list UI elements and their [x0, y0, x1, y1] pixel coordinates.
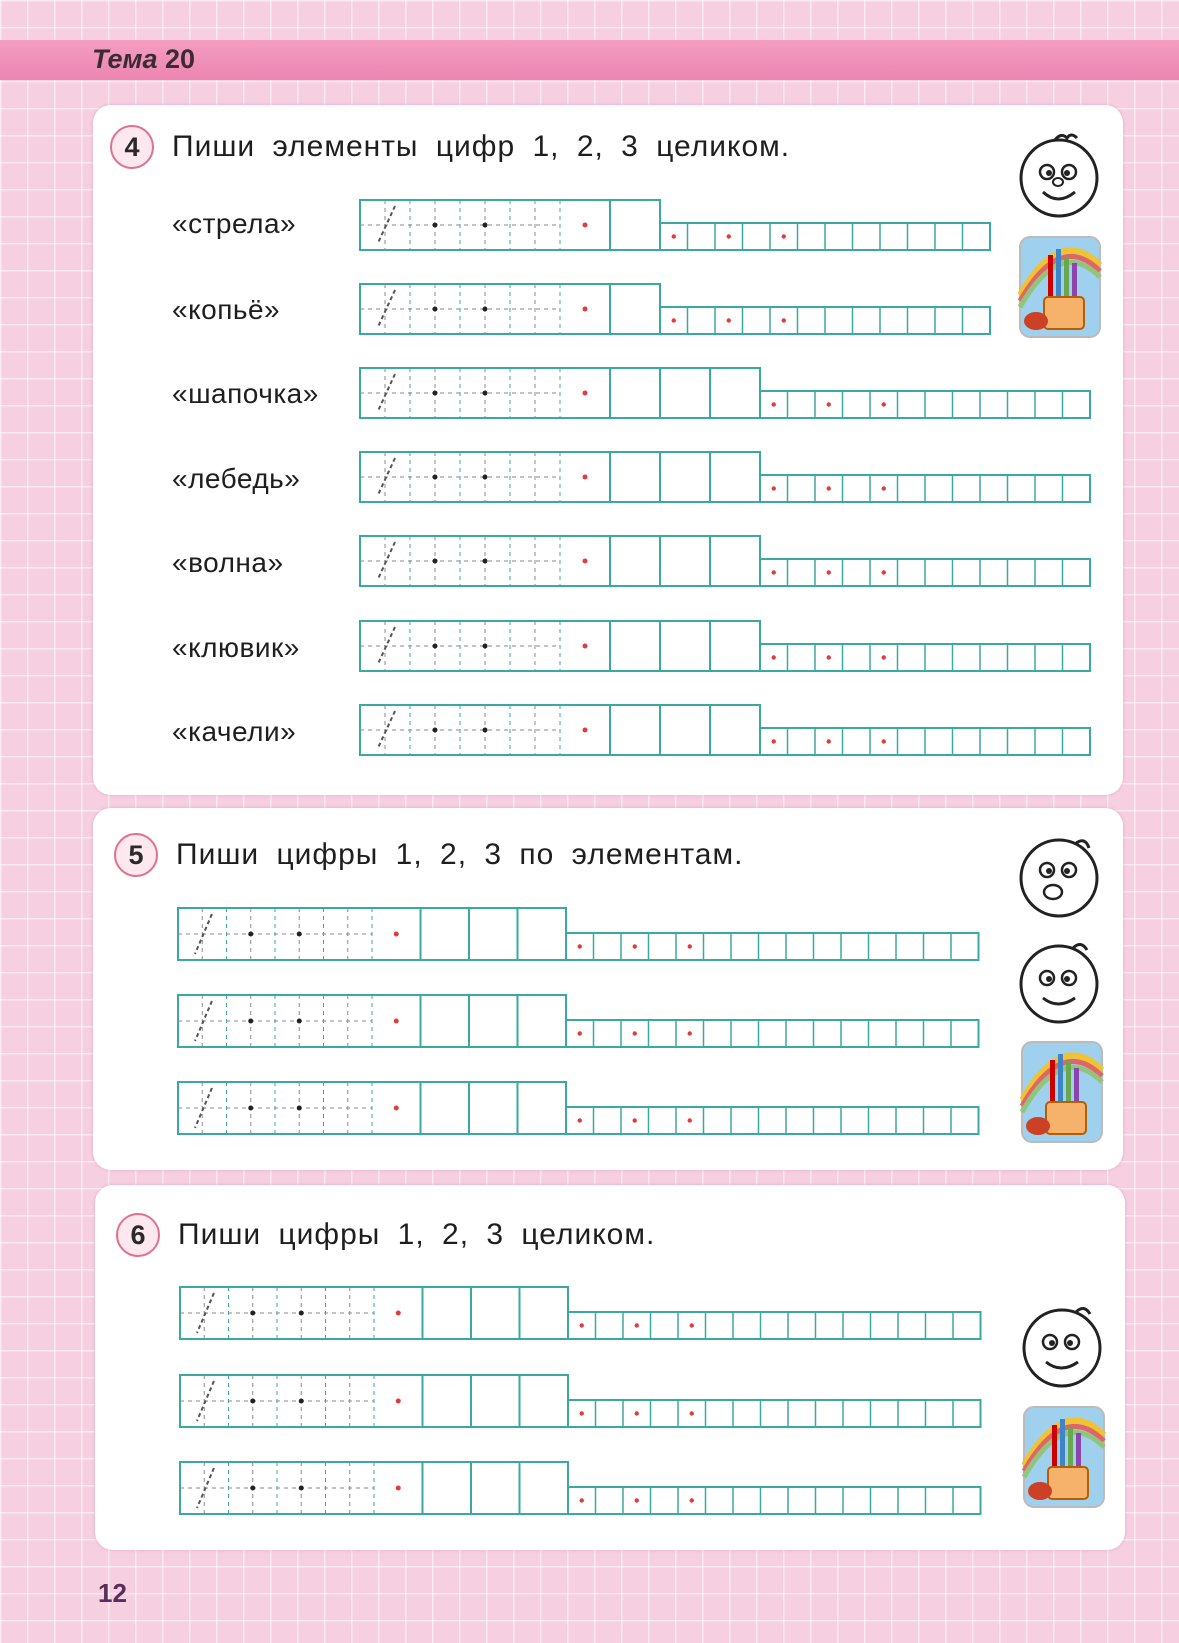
guide-dot — [580, 1411, 584, 1415]
ex4-row-label-shapochka: «шапочка» — [172, 378, 319, 409]
guide-dot — [782, 318, 786, 322]
guide-dot — [772, 570, 776, 574]
pencil-cup-icon — [1018, 235, 1102, 339]
guide-dot — [483, 223, 488, 228]
exercise-6-number: 6 — [116, 1213, 160, 1257]
guide-dot — [250, 1399, 255, 1404]
ex4-row-label-klyuvik: «клювик» — [172, 632, 300, 663]
guide-dot — [690, 1498, 694, 1502]
guide-dot — [772, 739, 776, 743]
guide-dot — [433, 559, 438, 564]
exercise-4-number: 4 — [110, 125, 154, 169]
guide-dot — [580, 1323, 584, 1327]
guide-dot — [433, 644, 438, 649]
guide-dot — [483, 728, 488, 733]
smiley-face-icon — [1015, 936, 1105, 1026]
guide-dot — [727, 318, 731, 322]
smiley-face-icon — [1018, 1300, 1108, 1390]
guide-dot — [633, 1118, 637, 1122]
guide-dot — [483, 391, 488, 396]
guide-dot — [882, 655, 886, 659]
exercise-5-number: 5 — [114, 833, 158, 877]
guide-dot — [827, 655, 831, 659]
guide-dot — [394, 932, 399, 937]
guide-dot — [483, 644, 488, 649]
guide-dot — [578, 1118, 582, 1122]
ex4-row-label-kopyo: «копьё» — [172, 294, 281, 325]
guide-dot — [882, 739, 886, 743]
topic-word: Тема — [92, 44, 158, 74]
guide-dot — [772, 655, 776, 659]
guide-dot — [688, 1031, 692, 1035]
small-grid — [566, 1020, 979, 1047]
guide-dot — [583, 391, 588, 396]
guide-dot — [727, 234, 731, 238]
guide-dot — [433, 475, 438, 480]
pencil-cup-icon — [1022, 1405, 1106, 1509]
guide-dot — [827, 486, 831, 490]
guide-dot — [672, 318, 676, 322]
guide-dot — [578, 1031, 582, 1035]
guide-dot — [690, 1323, 694, 1327]
guide-dot — [633, 1031, 637, 1035]
guide-dot — [299, 1486, 304, 1491]
guide-dot — [396, 1399, 401, 1404]
smiley-face-icon — [1015, 130, 1105, 220]
guide-dot — [772, 486, 776, 490]
guide-dot — [882, 402, 886, 406]
guide-dot — [578, 944, 582, 948]
guide-dot — [672, 234, 676, 238]
guide-dot — [483, 307, 488, 312]
guide-dot — [772, 402, 776, 406]
guide-dot — [882, 570, 886, 574]
guide-dot — [583, 644, 588, 649]
exercise-6-title: Пиши цифры 1, 2, 3 целиком. — [178, 1218, 656, 1251]
small-grid — [566, 1107, 979, 1134]
guide-dot — [782, 234, 786, 238]
guide-dot — [394, 1106, 399, 1111]
guide-dot — [690, 1411, 694, 1415]
small-grid — [566, 933, 979, 960]
guide-dot — [580, 1498, 584, 1502]
exercise-4-title: Пиши элементы цифр 1, 2, 3 целиком. — [172, 130, 791, 163]
smiley-face-icon — [1015, 830, 1105, 920]
guide-dot — [635, 1411, 639, 1415]
guide-dot — [248, 1019, 253, 1024]
guide-dot — [635, 1498, 639, 1502]
guide-dot — [433, 223, 438, 228]
guide-dot — [483, 475, 488, 480]
guide-dot — [688, 1118, 692, 1122]
guide-dot — [827, 570, 831, 574]
guide-dot — [583, 475, 588, 480]
guide-dot — [583, 559, 588, 564]
pencil-cup-icon — [1020, 1040, 1104, 1144]
guide-dot — [483, 559, 488, 564]
guide-dot — [396, 1311, 401, 1316]
guide-dot — [433, 307, 438, 312]
ex4-row-label-strela: «стрела» — [172, 208, 297, 239]
guide-dot — [299, 1399, 304, 1404]
guide-dot — [583, 307, 588, 312]
small-grid — [568, 1400, 981, 1427]
guide-dot — [299, 1311, 304, 1316]
small-grid — [568, 1487, 981, 1514]
guide-dot — [248, 932, 253, 937]
ex4-row-label-volna: «волна» — [172, 547, 284, 578]
topic-number: 20 — [165, 44, 196, 74]
guide-dot — [248, 1106, 253, 1111]
guide-dot — [633, 944, 637, 948]
guide-dot — [688, 944, 692, 948]
guide-dot — [827, 739, 831, 743]
guide-dot — [297, 1106, 302, 1111]
guide-dot — [583, 728, 588, 733]
guide-dot — [250, 1486, 255, 1491]
ex4-row-label-lebed: «лебедь» — [172, 463, 301, 494]
guide-dot — [396, 1486, 401, 1491]
guide-dot — [394, 1019, 399, 1024]
guide-dot — [297, 1019, 302, 1024]
guide-dot — [433, 391, 438, 396]
ex4-row-label-kacheli: «качели» — [172, 716, 297, 747]
exercise-5-title: Пиши цифры 1, 2, 3 по элементам. — [176, 838, 744, 871]
guide-dot — [433, 728, 438, 733]
guide-dot — [635, 1323, 639, 1327]
guide-dot — [583, 223, 588, 228]
guide-dot — [250, 1311, 255, 1316]
guide-dot — [827, 402, 831, 406]
page-number: 12 — [98, 1578, 127, 1608]
small-grid — [568, 1312, 981, 1339]
guide-dot — [882, 486, 886, 490]
guide-dot — [297, 932, 302, 937]
